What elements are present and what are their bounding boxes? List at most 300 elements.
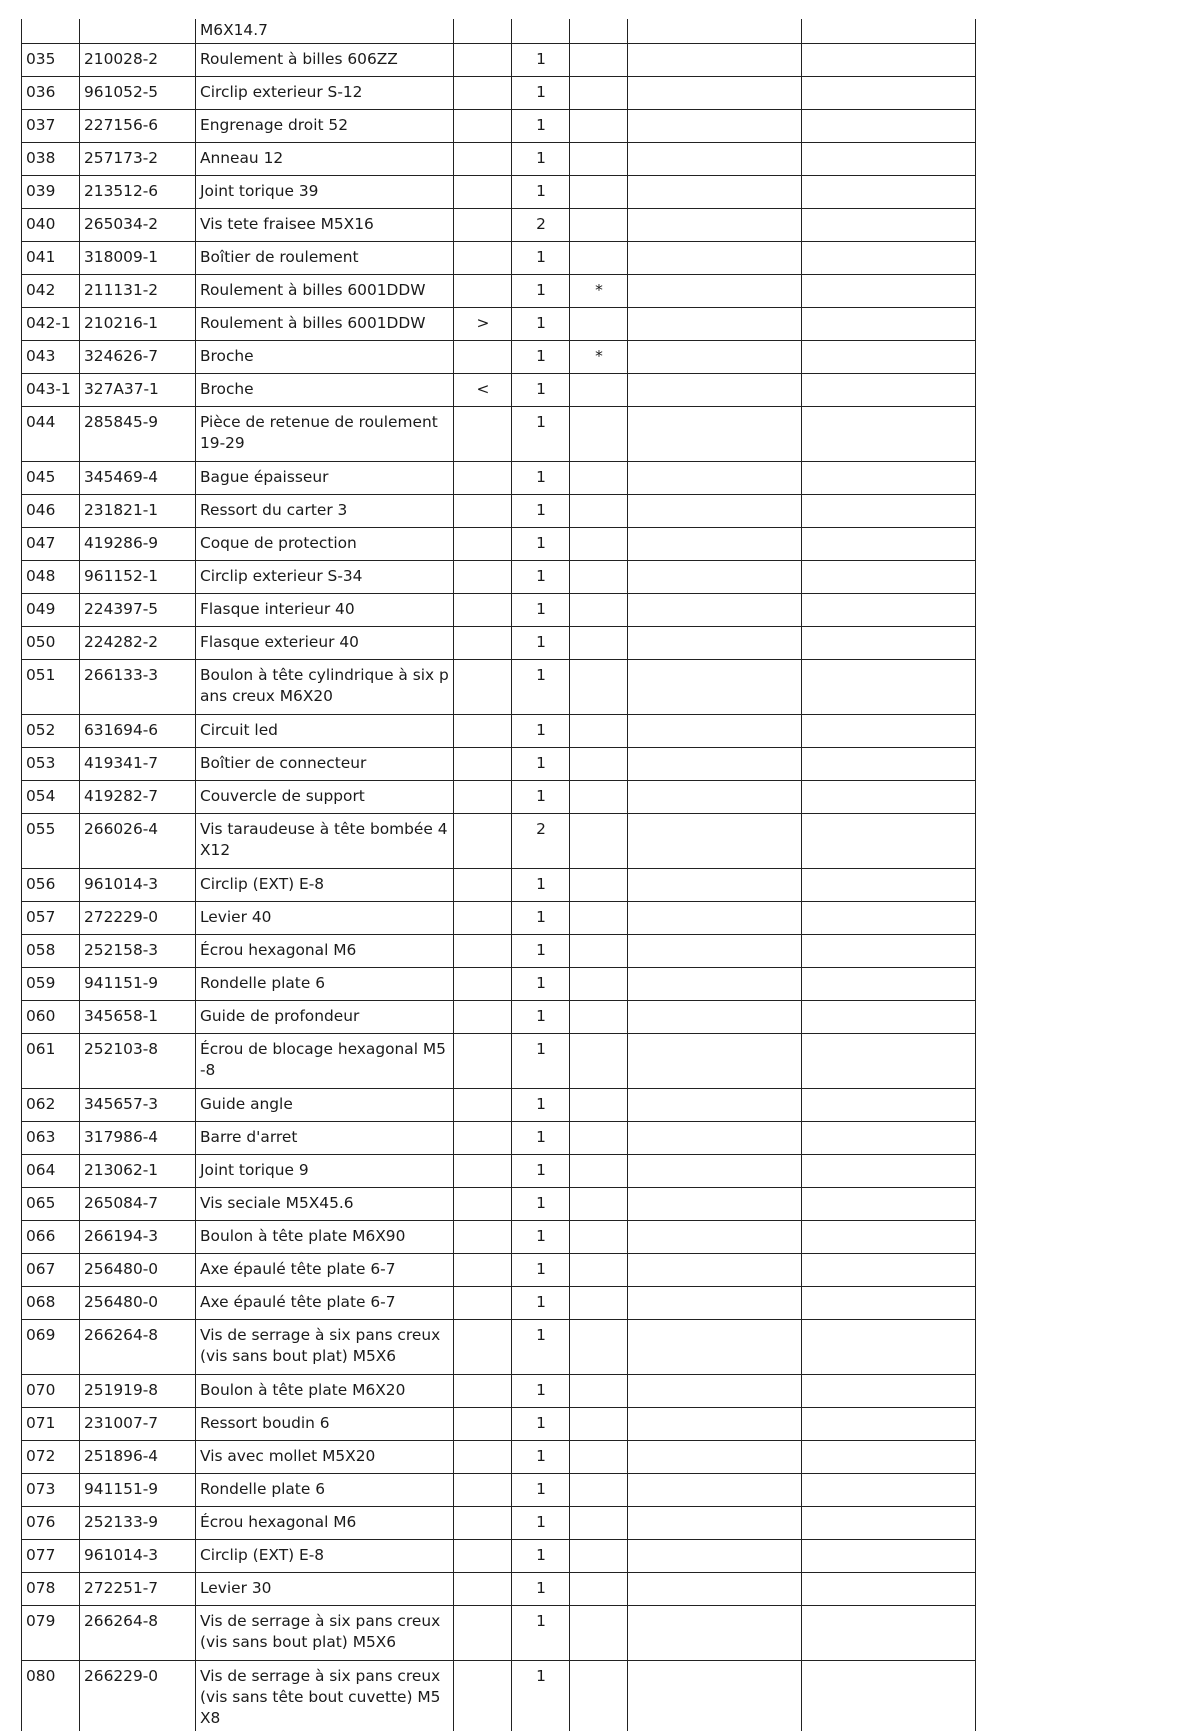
empty-cell	[802, 935, 976, 968]
quantity-cell: 1	[512, 1441, 570, 1474]
quantity-cell	[512, 19, 570, 44]
change-mark-cell	[454, 1408, 512, 1441]
quantity-cell: 1	[512, 1573, 570, 1606]
quantity-cell: 1	[512, 715, 570, 748]
item-number-cell: 080	[22, 1661, 80, 1731]
note-flag-cell	[570, 748, 628, 781]
part-description-cell: Roulement à billes 6001DDW	[196, 275, 454, 308]
change-mark-cell	[454, 748, 512, 781]
note-flag-cell	[570, 1254, 628, 1287]
quantity-cell: 1	[512, 308, 570, 341]
part-description-cell: Ressort du carter 3	[196, 495, 454, 528]
change-mark-cell	[454, 407, 512, 462]
part-reference-cell: 345469-4	[80, 462, 196, 495]
item-number-cell: 040	[22, 209, 80, 242]
empty-cell	[802, 1320, 976, 1375]
table-row	[22, 781, 976, 814]
item-number-cell: 039	[22, 176, 80, 209]
note-flag-cell	[570, 1375, 628, 1408]
change-mark-cell	[454, 1540, 512, 1573]
part-reference-cell: 317986-4	[80, 1122, 196, 1155]
part-reference-cell: 252158-3	[80, 935, 196, 968]
quantity-cell: 1	[512, 935, 570, 968]
empty-cell	[628, 77, 802, 110]
item-number-cell: 048	[22, 561, 80, 594]
table-row	[22, 748, 976, 781]
part-description-cell: Écrou hexagonal M6	[196, 935, 454, 968]
change-mark-cell	[454, 715, 512, 748]
note-flag-cell	[570, 1606, 628, 1661]
item-number-cell	[22, 19, 80, 44]
note-flag-cell	[570, 1155, 628, 1188]
part-description-cell: Écrou hexagonal M6	[196, 1507, 454, 1540]
change-mark-cell	[454, 1001, 512, 1034]
table-row	[22, 19, 976, 44]
empty-cell	[802, 869, 976, 902]
change-mark-cell	[454, 1320, 512, 1375]
empty-cell	[802, 209, 976, 242]
part-reference-cell: 265034-2	[80, 209, 196, 242]
part-description-cell: Joint torique 9	[196, 1155, 454, 1188]
note-flag-cell	[570, 462, 628, 495]
empty-cell	[628, 528, 802, 561]
empty-cell	[628, 176, 802, 209]
change-mark-cell	[454, 935, 512, 968]
part-reference-cell: 272229-0	[80, 902, 196, 935]
change-mark-cell	[454, 495, 512, 528]
quantity-cell: 1	[512, 1254, 570, 1287]
change-mark-cell	[454, 275, 512, 308]
part-description-cell: Flasque interieur 40	[196, 594, 454, 627]
note-flag-cell	[570, 715, 628, 748]
change-mark-cell: >	[454, 308, 512, 341]
empty-cell	[802, 1254, 976, 1287]
note-flag-cell	[570, 308, 628, 341]
part-description-cell: Rondelle plate 6	[196, 968, 454, 1001]
empty-cell	[628, 374, 802, 407]
change-mark-cell	[454, 1287, 512, 1320]
quantity-cell: 1	[512, 341, 570, 374]
part-description-cell: Flasque exterieur 40	[196, 627, 454, 660]
table-row	[22, 1408, 976, 1441]
empty-cell	[802, 1441, 976, 1474]
quantity-cell: 1	[512, 275, 570, 308]
table-row	[22, 935, 976, 968]
empty-cell	[802, 902, 976, 935]
part-description-cell: Vis avec mollet M5X20	[196, 1441, 454, 1474]
empty-cell	[802, 462, 976, 495]
part-reference-cell: 961052-5	[80, 77, 196, 110]
quantity-cell: 1	[512, 1287, 570, 1320]
change-mark-cell: <	[454, 374, 512, 407]
empty-cell	[802, 19, 976, 44]
note-flag-cell	[570, 1573, 628, 1606]
note-flag-cell	[570, 1001, 628, 1034]
table-row	[22, 374, 976, 407]
note-flag-cell	[570, 176, 628, 209]
change-mark-cell	[454, 627, 512, 660]
change-mark-cell	[454, 1375, 512, 1408]
empty-cell	[628, 1408, 802, 1441]
item-number-cell: 038	[22, 143, 80, 176]
part-reference-cell: 251919-8	[80, 1375, 196, 1408]
note-flag-cell	[570, 660, 628, 715]
empty-cell	[802, 110, 976, 143]
quantity-cell: 1	[512, 968, 570, 1001]
part-reference-cell: 266194-3	[80, 1221, 196, 1254]
empty-cell	[802, 1001, 976, 1034]
empty-cell	[628, 1089, 802, 1122]
part-description-cell: Boulon à tête plate M6X20	[196, 1375, 454, 1408]
part-description-cell: Couvercle de support	[196, 781, 454, 814]
empty-cell	[628, 781, 802, 814]
quantity-cell: 1	[512, 1375, 570, 1408]
empty-cell	[802, 660, 976, 715]
part-description-cell: Vis tete fraisee M5X16	[196, 209, 454, 242]
part-description-cell: Rondelle plate 6	[196, 1474, 454, 1507]
part-description-cell: Pièce de retenue de roulement 19-29	[196, 407, 454, 462]
empty-cell	[628, 561, 802, 594]
change-mark-cell	[454, 869, 512, 902]
change-mark-cell	[454, 209, 512, 242]
table-row	[22, 1661, 976, 1731]
empty-cell	[802, 341, 976, 374]
empty-cell	[628, 1474, 802, 1507]
part-reference-cell: 224397-5	[80, 594, 196, 627]
part-reference-cell: 252133-9	[80, 1507, 196, 1540]
item-number-cell: 059	[22, 968, 80, 1001]
quantity-cell: 1	[512, 1188, 570, 1221]
part-reference-cell: 324626-7	[80, 341, 196, 374]
part-reference-cell: 257173-2	[80, 143, 196, 176]
empty-cell	[628, 594, 802, 627]
note-flag-cell	[570, 19, 628, 44]
quantity-cell: 1	[512, 242, 570, 275]
empty-cell	[802, 1408, 976, 1441]
note-flag-cell	[570, 902, 628, 935]
part-reference-cell: 210216-1	[80, 308, 196, 341]
quantity-cell: 1	[512, 869, 570, 902]
table-row	[22, 1221, 976, 1254]
part-description-cell: Circlip exterieur S-34	[196, 561, 454, 594]
part-reference-cell: 318009-1	[80, 242, 196, 275]
empty-cell	[802, 1122, 976, 1155]
part-reference-cell: 345658-1	[80, 1001, 196, 1034]
item-number-cell: 061	[22, 1034, 80, 1089]
empty-cell	[628, 110, 802, 143]
part-description-cell: Ressort boudin 6	[196, 1408, 454, 1441]
part-description-cell: Broche	[196, 374, 454, 407]
part-reference-cell: 210028-2	[80, 44, 196, 77]
item-number-cell: 043-1	[22, 374, 80, 407]
empty-cell	[628, 660, 802, 715]
empty-cell	[628, 1606, 802, 1661]
change-mark-cell	[454, 1089, 512, 1122]
item-number-cell: 052	[22, 715, 80, 748]
item-number-cell: 041	[22, 242, 80, 275]
note-flag-cell	[570, 495, 628, 528]
part-description-cell: Vis de serrage à six pans creux (vis sans bout plat) M5X6	[196, 1320, 454, 1375]
change-mark-cell	[454, 660, 512, 715]
quantity-cell: 1	[512, 1507, 570, 1540]
note-flag-cell	[570, 968, 628, 1001]
table-row	[22, 528, 976, 561]
part-reference-cell	[80, 19, 196, 44]
empty-cell	[802, 275, 976, 308]
part-reference-cell: 941151-9	[80, 968, 196, 1001]
empty-cell	[802, 1221, 976, 1254]
part-description-cell: Joint torique 39	[196, 176, 454, 209]
item-number-cell: 035	[22, 44, 80, 77]
quantity-cell: 1	[512, 495, 570, 528]
table-row	[22, 1287, 976, 1320]
parts-list-body	[22, 19, 976, 1731]
part-description-cell: Boulon à tête cylindrique à six pans creux M6X20	[196, 660, 454, 715]
quantity-cell: 1	[512, 143, 570, 176]
item-number-cell: 067	[22, 1254, 80, 1287]
quantity-cell: 1	[512, 561, 570, 594]
empty-cell	[628, 1221, 802, 1254]
part-description-cell: Vis seciale M5X45.6	[196, 1188, 454, 1221]
change-mark-cell	[454, 781, 512, 814]
part-reference-cell: 961014-3	[80, 1540, 196, 1573]
change-mark-cell	[454, 1034, 512, 1089]
empty-cell	[802, 594, 976, 627]
part-reference-cell: 224282-2	[80, 627, 196, 660]
empty-cell	[802, 528, 976, 561]
note-flag-cell	[570, 1474, 628, 1507]
part-reference-cell: 213062-1	[80, 1155, 196, 1188]
empty-cell	[628, 1320, 802, 1375]
table-row	[22, 462, 976, 495]
quantity-cell: 1	[512, 1221, 570, 1254]
note-flag-cell	[570, 407, 628, 462]
empty-cell	[628, 44, 802, 77]
item-number-cell: 063	[22, 1122, 80, 1155]
item-number-cell: 049	[22, 594, 80, 627]
part-description-cell: Vis de serrage à six pans creux (vis sans bout plat) M5X6	[196, 1606, 454, 1661]
empty-cell	[802, 1606, 976, 1661]
empty-cell	[628, 627, 802, 660]
empty-cell	[802, 1661, 976, 1731]
part-reference-cell: 266264-8	[80, 1320, 196, 1375]
part-reference-cell: 256480-0	[80, 1254, 196, 1287]
quantity-cell: 1	[512, 110, 570, 143]
note-flag-cell	[570, 1441, 628, 1474]
empty-cell	[802, 44, 976, 77]
note-flag-cell	[570, 594, 628, 627]
empty-cell	[628, 748, 802, 781]
item-number-cell: 051	[22, 660, 80, 715]
item-number-cell: 065	[22, 1188, 80, 1221]
table-row	[22, 495, 976, 528]
part-reference-cell: 345657-3	[80, 1089, 196, 1122]
quantity-cell: 1	[512, 77, 570, 110]
item-number-cell: 079	[22, 1606, 80, 1661]
empty-cell	[802, 1089, 976, 1122]
quantity-cell: 1	[512, 1474, 570, 1507]
item-number-cell: 078	[22, 1573, 80, 1606]
item-number-cell: 037	[22, 110, 80, 143]
note-flag-cell	[570, 1320, 628, 1375]
item-number-cell: 073	[22, 1474, 80, 1507]
table-row	[22, 627, 976, 660]
part-reference-cell: 419341-7	[80, 748, 196, 781]
change-mark-cell	[454, 44, 512, 77]
part-reference-cell: 285845-9	[80, 407, 196, 462]
part-description-cell: Circuit led	[196, 715, 454, 748]
quantity-cell: 1	[512, 1540, 570, 1573]
empty-cell	[628, 143, 802, 176]
change-mark-cell	[454, 242, 512, 275]
empty-cell	[802, 1540, 976, 1573]
change-mark-cell	[454, 1254, 512, 1287]
empty-cell	[802, 374, 976, 407]
change-mark-cell	[454, 1221, 512, 1254]
change-mark-cell	[454, 1507, 512, 1540]
part-description-cell: Circlip (EXT) E-8	[196, 1540, 454, 1573]
empty-cell	[802, 143, 976, 176]
table-row	[22, 594, 976, 627]
table-row	[22, 1507, 976, 1540]
empty-cell	[802, 1188, 976, 1221]
quantity-cell: 1	[512, 902, 570, 935]
empty-cell	[802, 1573, 976, 1606]
change-mark-cell	[454, 1474, 512, 1507]
quantity-cell: 1	[512, 374, 570, 407]
empty-cell	[802, 176, 976, 209]
item-number-cell: 042-1	[22, 308, 80, 341]
note-flag-cell	[570, 781, 628, 814]
item-number-cell: 058	[22, 935, 80, 968]
part-reference-cell: 266026-4	[80, 814, 196, 869]
empty-cell	[628, 869, 802, 902]
table-row	[22, 341, 976, 374]
table-row	[22, 814, 976, 869]
change-mark-cell	[454, 561, 512, 594]
table-row	[22, 308, 976, 341]
part-reference-cell: 266229-0	[80, 1661, 196, 1731]
change-mark-cell	[454, 19, 512, 44]
table-row	[22, 1001, 976, 1034]
empty-cell	[628, 814, 802, 869]
change-mark-cell	[454, 528, 512, 561]
table-row	[22, 869, 976, 902]
empty-cell	[628, 275, 802, 308]
empty-cell	[628, 902, 802, 935]
table-row	[22, 1188, 976, 1221]
table-row	[22, 1474, 976, 1507]
quantity-cell: 1	[512, 1606, 570, 1661]
table-row	[22, 968, 976, 1001]
part-description-cell: Vis taraudeuse à tête bombée 4X12	[196, 814, 454, 869]
part-description-cell: Boîtier de roulement	[196, 242, 454, 275]
empty-cell	[802, 715, 976, 748]
table-row	[22, 1540, 976, 1573]
table-row	[22, 44, 976, 77]
part-description-cell: Roulement à billes 6001DDW	[196, 308, 454, 341]
change-mark-cell	[454, 341, 512, 374]
part-description-cell: Barre d'arret	[196, 1122, 454, 1155]
note-flag-cell: *	[570, 341, 628, 374]
empty-cell	[802, 1034, 976, 1089]
note-flag-cell	[570, 1089, 628, 1122]
empty-cell	[802, 781, 976, 814]
change-mark-cell	[454, 1661, 512, 1731]
table-row	[22, 1573, 976, 1606]
empty-cell	[628, 462, 802, 495]
note-flag-cell	[570, 1408, 628, 1441]
change-mark-cell	[454, 902, 512, 935]
change-mark-cell	[454, 1606, 512, 1661]
item-number-cell: 071	[22, 1408, 80, 1441]
table-row	[22, 275, 976, 308]
empty-cell	[628, 1540, 802, 1573]
change-mark-cell	[454, 594, 512, 627]
empty-cell	[628, 495, 802, 528]
note-flag-cell	[570, 44, 628, 77]
empty-cell	[628, 1507, 802, 1540]
part-reference-cell: 231007-7	[80, 1408, 196, 1441]
item-number-cell: 064	[22, 1155, 80, 1188]
table-row	[22, 660, 976, 715]
empty-cell	[628, 1254, 802, 1287]
parts-list-table	[21, 19, 976, 1731]
part-reference-cell: 256480-0	[80, 1287, 196, 1320]
part-reference-cell: 227156-6	[80, 110, 196, 143]
part-reference-cell: 961014-3	[80, 869, 196, 902]
part-description-cell: Guide de profondeur	[196, 1001, 454, 1034]
empty-cell	[628, 1441, 802, 1474]
empty-cell	[628, 1375, 802, 1408]
part-description-cell: Boulon à tête plate M6X90	[196, 1221, 454, 1254]
table-row	[22, 77, 976, 110]
quantity-cell: 1	[512, 1001, 570, 1034]
note-flag-cell	[570, 814, 628, 869]
change-mark-cell	[454, 462, 512, 495]
empty-cell	[802, 814, 976, 869]
part-description-cell: Axe épaulé tête plate 6-7	[196, 1254, 454, 1287]
item-number-cell: 076	[22, 1507, 80, 1540]
item-number-cell: 050	[22, 627, 80, 660]
change-mark-cell	[454, 1441, 512, 1474]
part-reference-cell: 419282-7	[80, 781, 196, 814]
quantity-cell: 1	[512, 1122, 570, 1155]
quantity-cell: 1	[512, 660, 570, 715]
empty-cell	[628, 1155, 802, 1188]
item-number-cell: 044	[22, 407, 80, 462]
change-mark-cell	[454, 1122, 512, 1155]
part-description-cell: Levier 40	[196, 902, 454, 935]
change-mark-cell	[454, 143, 512, 176]
item-number-cell: 069	[22, 1320, 80, 1375]
quantity-cell: 1	[512, 748, 570, 781]
empty-cell	[628, 1034, 802, 1089]
part-reference-cell: 272251-7	[80, 1573, 196, 1606]
item-number-cell: 042	[22, 275, 80, 308]
empty-cell	[628, 1287, 802, 1320]
empty-cell	[802, 77, 976, 110]
item-number-cell: 060	[22, 1001, 80, 1034]
table-row	[22, 1089, 976, 1122]
note-flag-cell	[570, 1188, 628, 1221]
empty-cell	[628, 407, 802, 462]
quantity-cell: 1	[512, 1661, 570, 1731]
quantity-cell: 1	[512, 781, 570, 814]
change-mark-cell	[454, 77, 512, 110]
table-row	[22, 561, 976, 594]
note-flag-cell	[570, 935, 628, 968]
